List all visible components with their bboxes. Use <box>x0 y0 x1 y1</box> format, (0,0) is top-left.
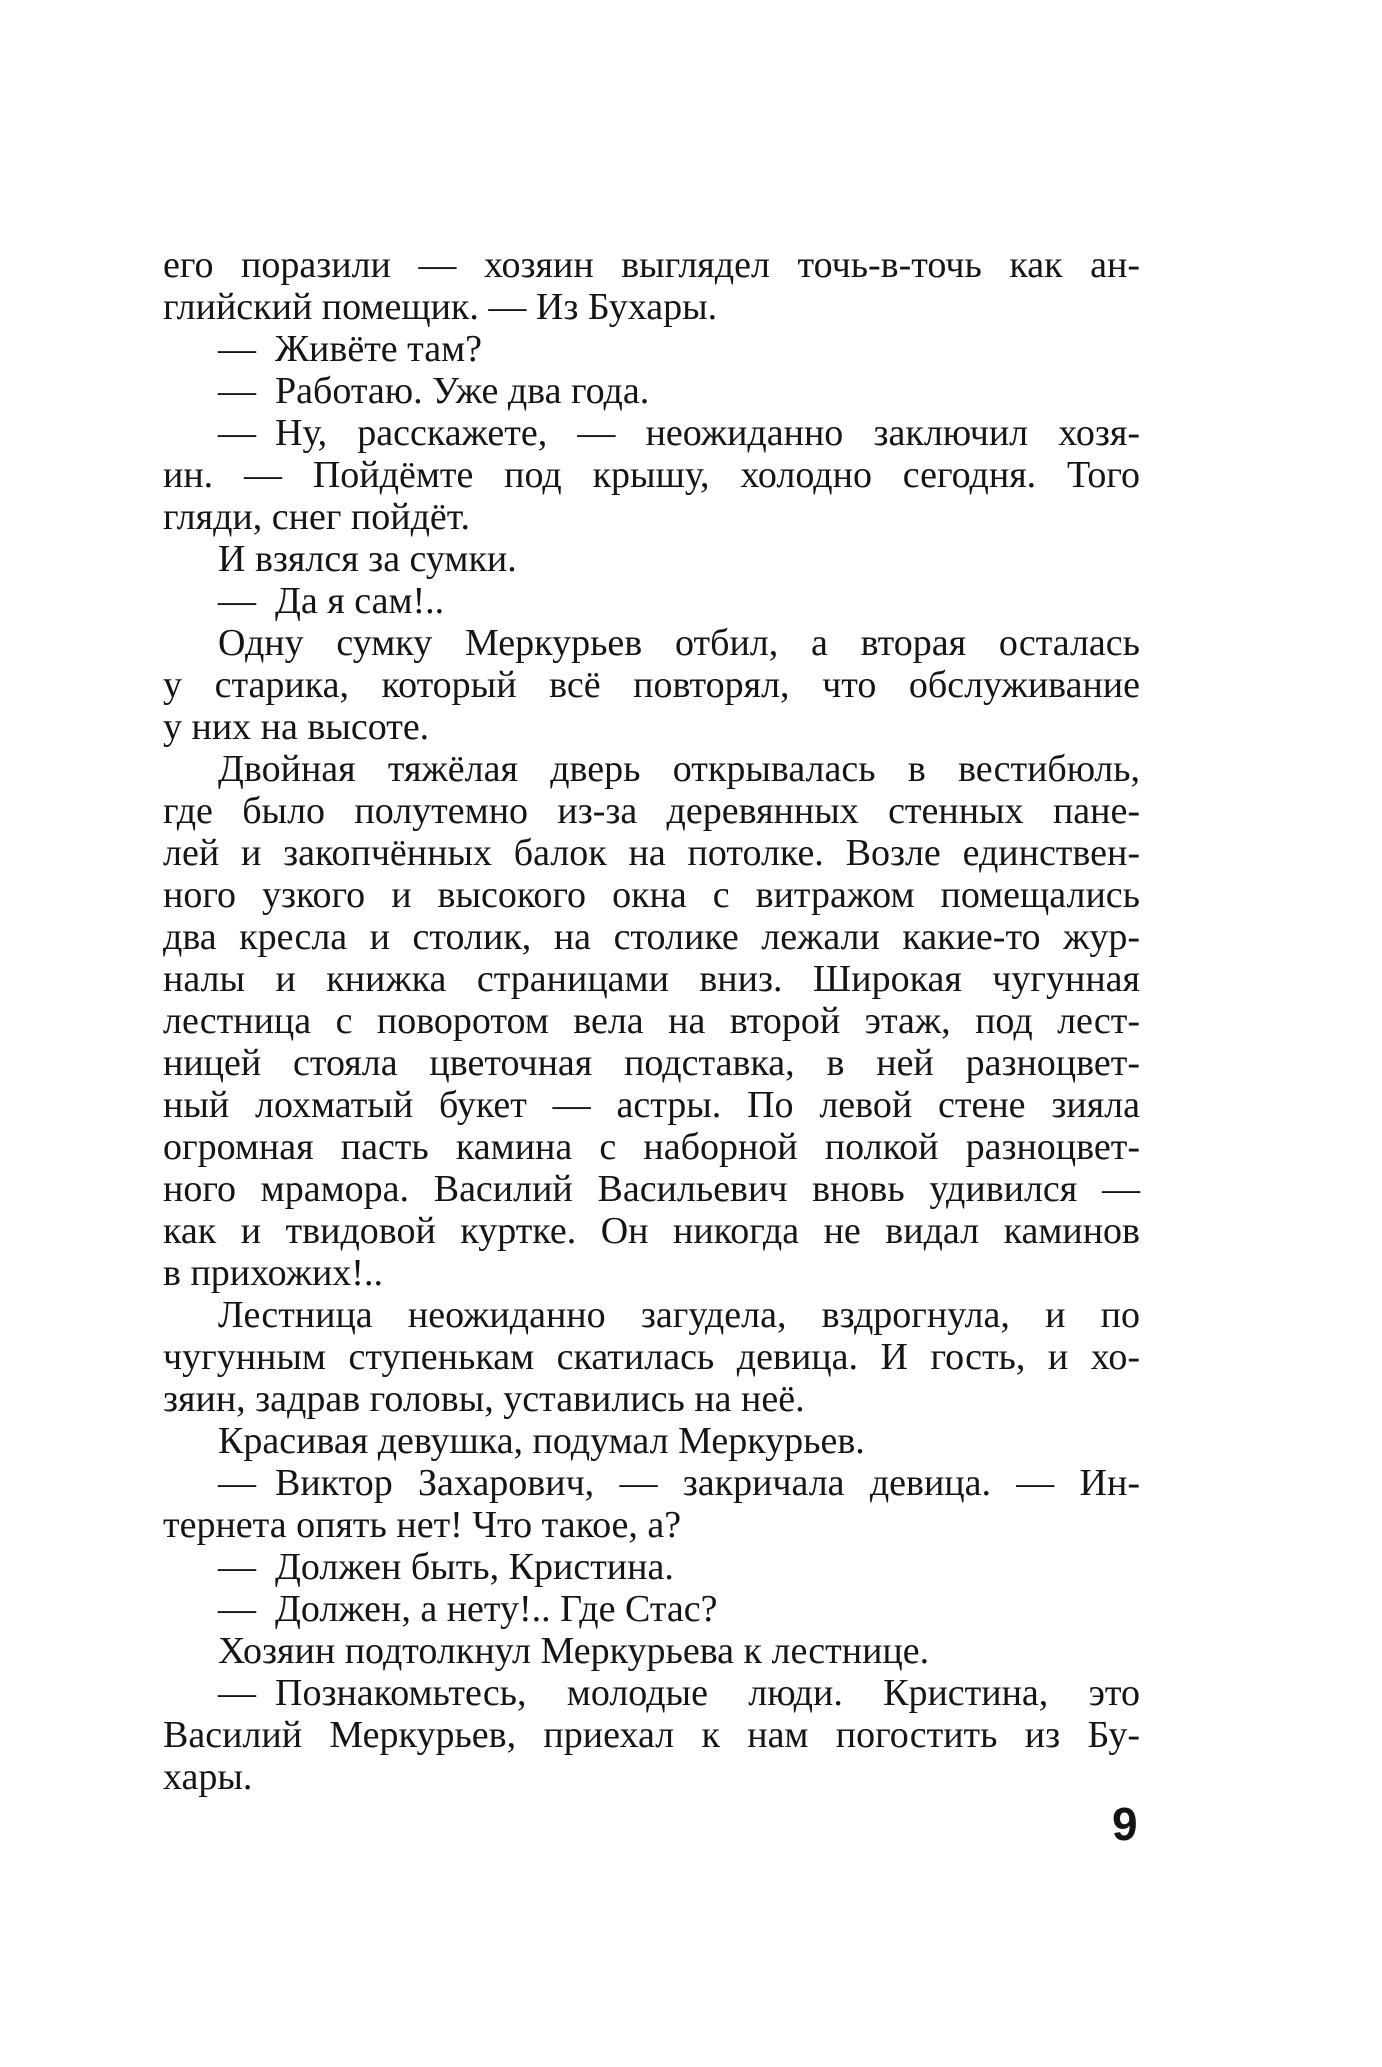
text-line: ного мрамора. Василий Васильевич вновь удивился — <box>163 1168 1140 1210</box>
text-line: глийский помещик. — Из Бухары. <box>163 286 718 328</box>
text-line: тернета опять нет! Что такое, а? <box>163 1504 682 1546</box>
text-line: где было полутемно из-за деревянных стенных пане- <box>163 790 1140 832</box>
text-line: лестница с поворотом вела на второй этаж, под лест- <box>163 1000 1140 1042</box>
text-line: Хозяин подтолкнул Меркурьева к лестнице. <box>218 1630 930 1672</box>
text-line: как и твидовой куртке. Он никогда не видал каминов <box>163 1210 1140 1252</box>
text-line: у них на высоте. <box>163 706 430 748</box>
text-line: — Да я сам!.. <box>218 580 445 622</box>
text-line: ин. — Пойдёмте под крышу, холодно сегодня. Того <box>163 454 1140 496</box>
text-line: два кресла и столик, на столике лежали какие-то жур- <box>163 916 1140 958</box>
text-line: Красивая девушка, подумал Меркурьев. <box>218 1420 865 1462</box>
text-line: у старика, который всё повторял, что обслуживание <box>163 664 1140 706</box>
text-line: ный лохматый букет — астры. По левой стене зияла <box>163 1084 1140 1126</box>
text-line: его поразили — хозяин выглядел точь-в-точь как ан- <box>163 244 1140 286</box>
text-line: огромная пасть камина с наборной полкой разноцвет- <box>163 1126 1140 1168</box>
text-line: Одну сумку Меркурьев отбил, а вторая осталась <box>218 622 1140 664</box>
text-line: хары. <box>163 1756 253 1798</box>
text-line: чугунным ступенькам скатилась девица. И гость, и хо- <box>163 1336 1140 1378</box>
text-line: гляди, снег пойдёт. <box>163 496 471 538</box>
text-line: — Живёте там? <box>218 328 483 370</box>
text-line: в прихожих!.. <box>163 1252 383 1294</box>
page-text <box>163 244 1140 1798</box>
text-line: Василий Меркурьев, приехал к нам погостить из Бу- <box>163 1714 1140 1756</box>
text-line: — Должен, а нету!.. Где Стас? <box>218 1588 718 1630</box>
text-line: ницей стояла цветочная подставка, в ней разноцвет- <box>163 1042 1140 1084</box>
page-number: 9 <box>1112 1798 1138 1850</box>
text-line: ного узкого и высокого окна с витражом помещались <box>163 874 1140 916</box>
text-line: — Виктор Захарович, — закричала девица. — Ин- <box>218 1462 1140 1504</box>
text-line: Лестница неожиданно загудела, вздрогнула, и по <box>218 1294 1140 1336</box>
text-line: — Должен быть, Кристина. <box>218 1546 674 1588</box>
text-line: Двойная тяжёлая дверь открывалась в вестибюль, <box>218 748 1140 790</box>
text-line: налы и книжка страницами вниз. Широкая чугунная <box>163 958 1140 1000</box>
text-line: — Работаю. Уже два года. <box>218 370 650 412</box>
text-line: И взялся за сумки. <box>218 538 517 580</box>
text-line: зяин, задрав головы, уставились на неё. <box>163 1378 805 1420</box>
text-line: — Познакомьтесь, молодые люди. Кристина, это <box>218 1672 1140 1714</box>
text-line: лей и закопчённых балок на потолке. Возле единствен- <box>163 832 1140 874</box>
text-line: — Ну, расскажете, — неожиданно заключил хозя- <box>218 412 1140 454</box>
